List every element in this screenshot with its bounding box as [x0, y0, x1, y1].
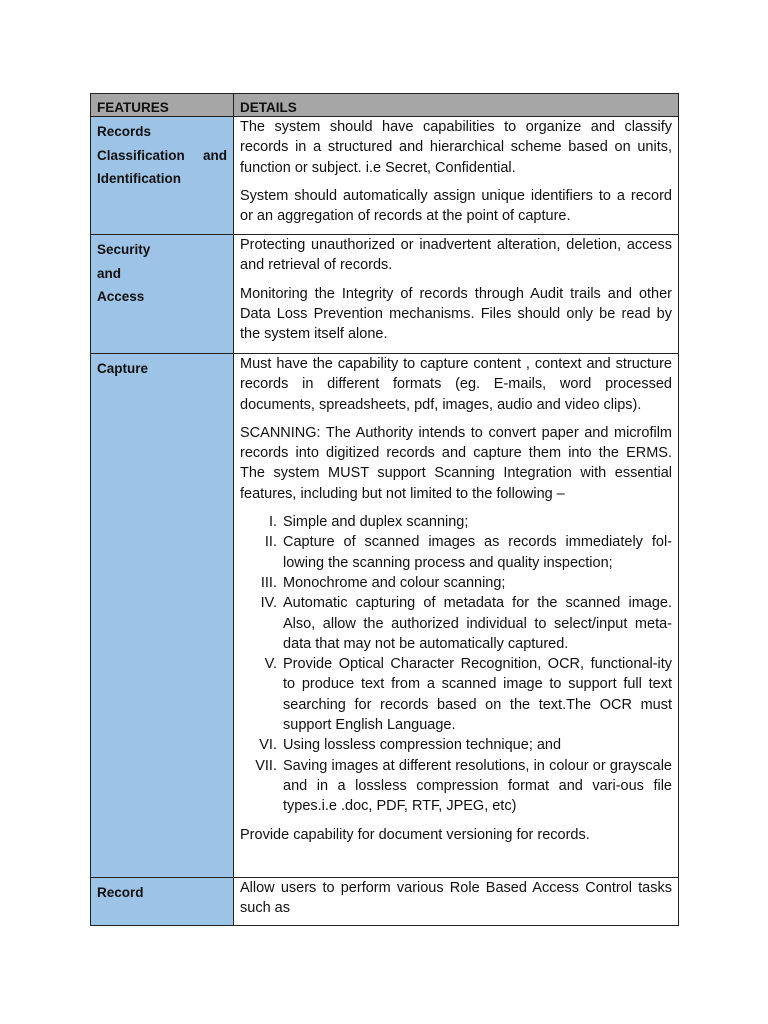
feature-line: [97, 238, 227, 285]
list-item: III. Monochrome and colour scanning;: [260, 574, 506, 591]
table-row: [91, 117, 679, 235]
feature-capture: Capture: [91, 354, 234, 878]
details-record: [234, 878, 679, 926]
list-item: V. Provide Optical Character Recognition, OCR, functional-ity to produce text from a scanned image to support full text searching for records based on the text.The OCR must support English Language.: [264, 656, 672, 734]
list-item: VII. Saving images at different resolutions, in colour or grayscale and in a lossless compression format and vari-ous file types.i.e .doc, PDF, RTF, JPEG, etc): [255, 757, 672, 815]
header-details: DETAILS: [234, 94, 679, 117]
detail-paragraph: Provide capability for document versioning for records.: [240, 826, 590, 843]
details-records-classification: [234, 117, 679, 235]
features-table: [90, 93, 679, 926]
list-item: I. Simple and duplex scanning;: [268, 514, 469, 531]
detail-paragraph: Must have the capability to capture content , context and structure records in different formats (eg. E-mails, word processed documents, spreadsheets, pdf, images, audio and video clips).: [240, 356, 672, 413]
detail-paragraph: System should automatically assign unique identifiers to a record or an aggregation of records at the point of capture.: [240, 187, 672, 225]
feature-records-classification: Records Classification and Identification: [91, 117, 234, 235]
feature-record: Record: [91, 878, 234, 926]
table-row: [91, 878, 679, 926]
detail-paragraph: SCANNING: The Authority intends to convert paper and microfilm records into digitized records and capture them into the ERMS. The system MUST support Scanning Integration with essential features, including but not limited to the following –: [240, 424, 672, 502]
feature-word: Security: [97, 242, 151, 257]
details-security-access: [234, 235, 679, 354]
feature-word: and: [97, 265, 122, 281]
feature-line: Access: [97, 289, 145, 304]
detail-paragraph: The system should have capabilities to organize and classify records in a structured and hierarchical scheme based on units, function or subject. i.e Secret, Confidential.: [240, 119, 672, 176]
scanning-feature-list: [240, 512, 672, 816]
table-row: [91, 235, 679, 354]
detail-paragraph: Protecting unauthorized or inadvertent alteration, deletion, access and retrieval of records.: [240, 237, 672, 274]
table-row: [91, 354, 679, 878]
details-capture: [234, 354, 679, 878]
list-item: IV. Automatic capturing of metadata for the scanned image. Also, allow the authorized individual to select/input meta-data that may not be automatically captured.: [260, 595, 672, 652]
table-header-row: [91, 94, 679, 117]
header-features: FEATURES: [91, 94, 234, 117]
detail-paragraph: Monitoring the Integrity of records through Audit trails and other Data Loss Prevention mechanisms. Files should only be read by the system itself alone.: [240, 285, 672, 343]
list-item: II. Capture of scanned images as records immediately fol-lowing the scanning process and quality inspection;: [264, 534, 672, 571]
detail-paragraph: Allow users to perform various Role Based Access Control tasks such as: [240, 880, 672, 917]
list-item: VI. Using lossless compression technique; and: [259, 737, 562, 754]
feature-security-access: [91, 235, 234, 354]
